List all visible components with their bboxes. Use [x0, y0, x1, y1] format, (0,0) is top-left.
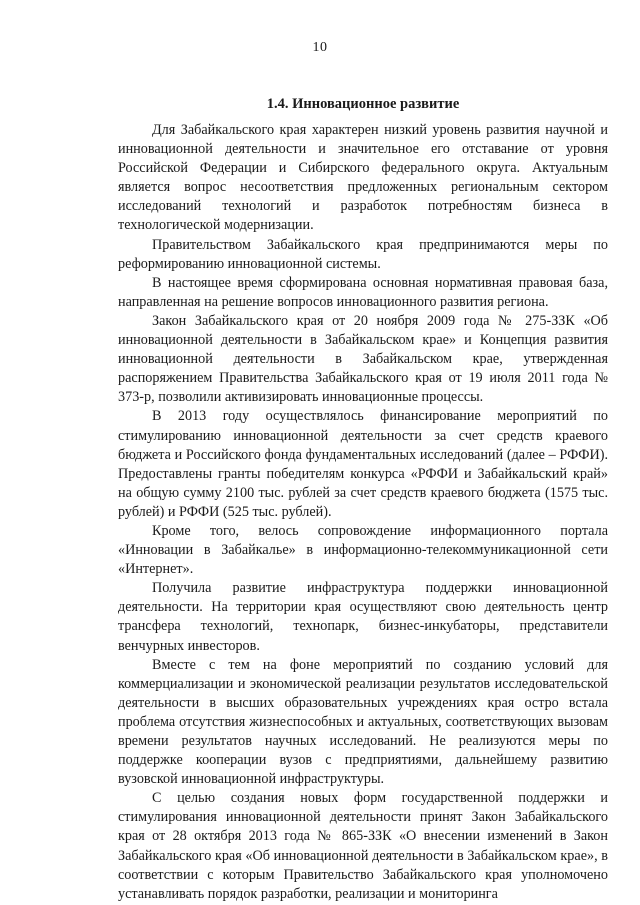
paragraph: Правительством Забайкальского края предпринимаются меры по реформированию инновационной системы.: [118, 236, 608, 272]
paragraph: Кроме того, велось сопровождение информационного портала «Инновации в Забайкалье» в информационно-телекоммуникационной сети «Интернет».: [118, 522, 608, 578]
paragraph: Закон Забайкальского края от 20 ноября 2009 года № 275-ЗЗК «Об инновационной деятельности в Забайкальском крае» и Концепция развития инновационной деятельности в Забайкальском крае, утвержденная распоряжением Правительства Забайкальского края от 19 июля 2011 года № 373-р, позволили активизировать инновационные процессы.: [118, 312, 608, 406]
paragraph: В настоящее время сформирована основная нормативная правовая база, направленная на решение вопросов инновационного развития региона.: [118, 274, 608, 310]
paragraph: С целью создания новых форм государственной поддержки и стимулирования инновационной деятельности принят Закон Забайкальского края от 28 октября 2013 года № 865-ЗЗК «О внесении изменений в Закон Забайкальского края «Об инновационной деятельности в Забайкальском крае», в соответствии с которым Правительство Забайкальского края уполномочено устанавливать порядок разработки, реализации и мониторинга: [118, 790, 608, 902]
paragraph: В 2013 году осуществлялось финансирование мероприятий по стимулированию инновационной деятельности за счет средств краевого бюджета и Российского фонда фундаментальных исследований (далее – РФФИ). Предоставлены гранты победителям конкурса «РФФИ и Забайкальский край» на общую сумму 2100 тыс. рублей за счет средств краевого бюджета (1575 тыс. рублей) и РФФИ (525 тыс. рублей).: [118, 408, 608, 520]
paragraph: Вместе с тем на фоне мероприятий по созданию условий для коммерциализации и экономической реализации результатов исследовательской деятельности в высших образовательных учреждениях края остро встала проблема отсутствия жизнеспособных и актуальных, соответствующих вызовам времени результатов научных исследований. Не реализуются меры по поддержке кооперации вузов с предприятиями, дальнейшему развитию вузовской инновационной инфраструктуры.: [118, 656, 608, 788]
paragraph: Получила развитие инфраструктура поддержки инновационной деятельности. На территории края осуществляют свою деятельность центр трансфера технологий, технопарк, бизнес-инкубаторы, представители венчурных инвесторов.: [118, 580, 608, 654]
section-heading: 1.4. Инновационное развитие: [266, 96, 460, 112]
page-number: 10: [312, 40, 328, 55]
paragraph: Для Забайкальского края характерен низкий уровень развития научной и инновационной деятельности и значительное его отставание от уровня Российской Федерации и Сибирского федерального округа. Актуальным является вопрос несоответствия предложенных региональным сектором исследований технологий и разработок потребностям бизнеса в технологической модернизации.: [118, 122, 608, 234]
document-body: [118, 121, 608, 904]
